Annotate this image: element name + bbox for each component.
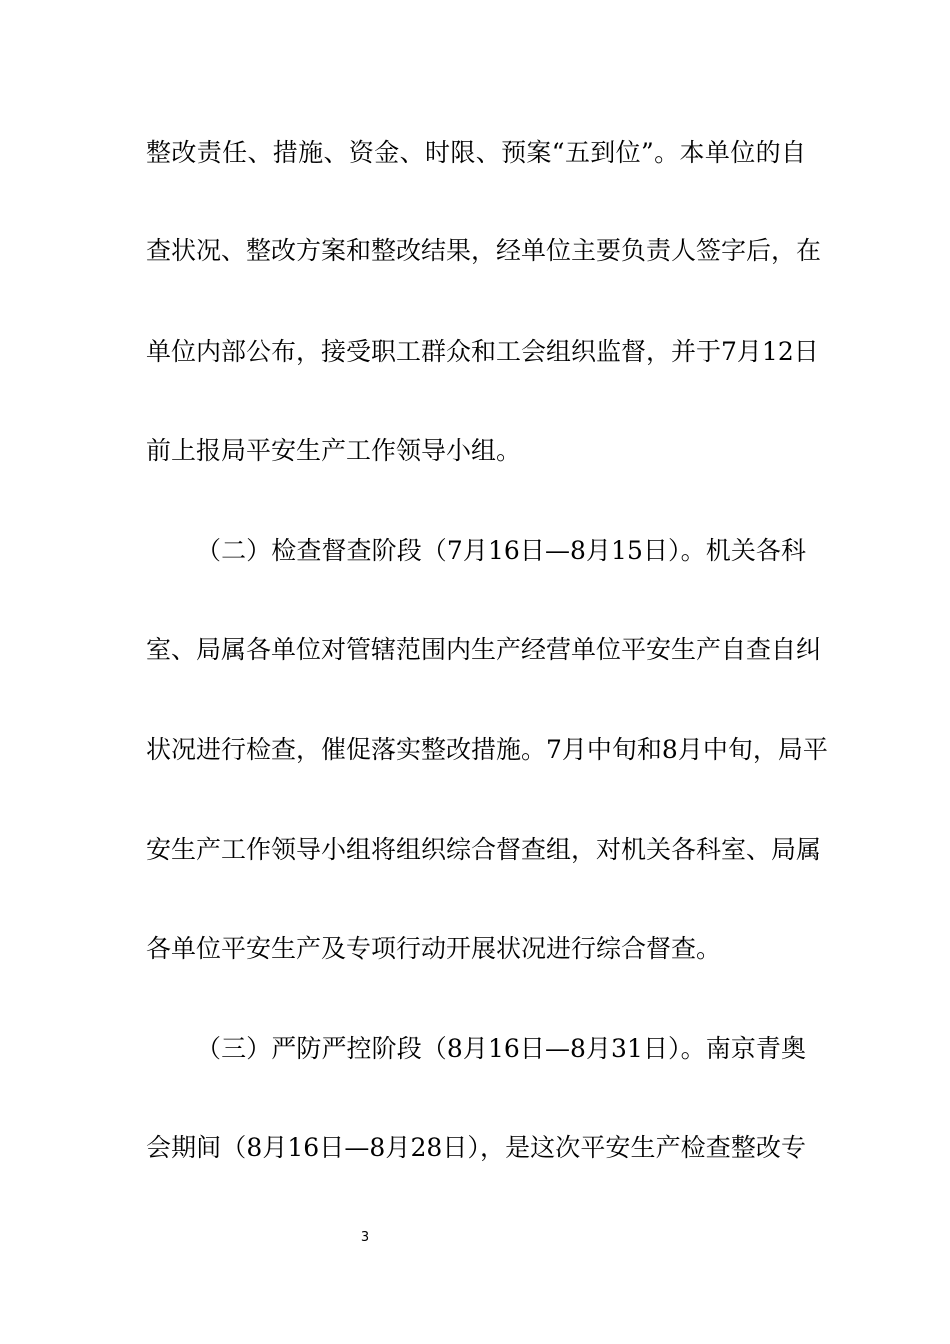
text-line: 查状况、整改方案和整改结果，经单位主要负责人签字后，在 <box>146 236 822 265</box>
text-line: 室、局属各单位对管辖范围内生产经营单位平安生产自查自纠 <box>146 635 822 664</box>
text-line: 整改责任、措施、资金、时限、预案“五到位”。本单位的自 <box>146 138 806 167</box>
text-line: 单位内部公布，接受职工群众和工会组织监督，并于7月12日 <box>146 337 819 366</box>
page-number: 3 <box>360 1230 370 1245</box>
text-line: 状况进行检查，催促落实整改措施。7月中旬和8月中旬，局平 <box>146 735 828 764</box>
text-line: 会期间（8月16日—8月28日），是这次平安生产检查整改专 <box>146 1133 806 1162</box>
text-line: （二）检查督查阶段（7月16日—8月15日）。机关各科 <box>196 536 806 565</box>
text-line: 各单位平安生产及专项行动开展状况进行综合督查。 <box>146 934 722 963</box>
text-line: 安生产工作领导小组将组织综合督查组，对机关各科室、局属 <box>146 835 822 864</box>
text-line: 前上报局平安生产工作领导小组。 <box>146 436 522 465</box>
text-line: （三）严防严控阶段（8月16日—8月31日）。南京青奥 <box>196 1034 806 1063</box>
